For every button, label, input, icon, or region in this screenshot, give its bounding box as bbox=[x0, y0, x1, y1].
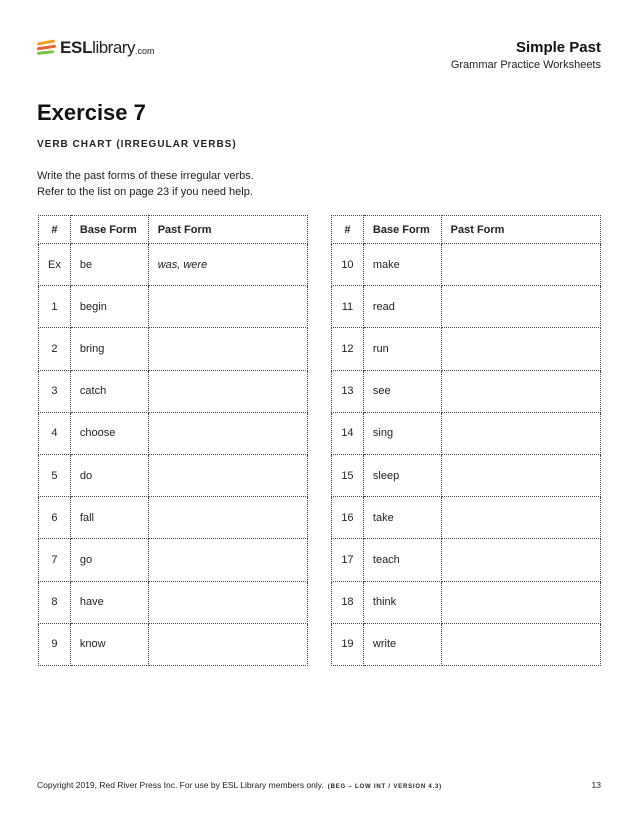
header-past-form: Past Form bbox=[148, 216, 307, 244]
verb-base-form: sing bbox=[363, 412, 441, 454]
table-row bbox=[39, 328, 308, 370]
verb-base-form: run bbox=[363, 328, 441, 370]
verb-number: 12 bbox=[332, 328, 364, 370]
verb-chart-left-body bbox=[39, 244, 308, 666]
table-row bbox=[332, 244, 601, 286]
header-base-form: Base Form bbox=[363, 216, 441, 244]
header-right bbox=[451, 39, 601, 71]
verb-number: 11 bbox=[332, 286, 364, 328]
verb-past-form-answer[interactable] bbox=[441, 581, 600, 623]
verb-number: 18 bbox=[332, 581, 364, 623]
table-header-row bbox=[332, 216, 601, 244]
verb-base-form: read bbox=[363, 286, 441, 328]
verb-chart-right bbox=[331, 215, 601, 666]
table-row bbox=[39, 412, 308, 454]
verb-base-form: see bbox=[363, 370, 441, 412]
verb-base-form: think bbox=[363, 581, 441, 623]
page-number: 13 bbox=[591, 780, 601, 790]
verb-base-form: teach bbox=[363, 539, 441, 581]
copyright-text: Copyright 2019, Red River Press Inc. For use by ESL Library members only. bbox=[37, 780, 324, 790]
table-row bbox=[39, 623, 308, 665]
table-row bbox=[332, 623, 601, 665]
verb-base-form: go bbox=[70, 539, 148, 581]
table-row bbox=[332, 581, 601, 623]
table-row bbox=[332, 328, 601, 370]
verb-chart-right-body bbox=[332, 244, 601, 666]
verb-number: 7 bbox=[39, 539, 71, 581]
verb-number: 3 bbox=[39, 370, 71, 412]
verb-number: Ex bbox=[39, 244, 71, 286]
verb-base-form: take bbox=[363, 497, 441, 539]
verb-base-form: have bbox=[70, 581, 148, 623]
worksheet-title: Simple Past bbox=[515, 39, 601, 56]
verb-number: 2 bbox=[39, 328, 71, 370]
table-header-row bbox=[39, 216, 308, 244]
book-stack-icon bbox=[37, 38, 57, 58]
verb-past-form-answer[interactable] bbox=[441, 328, 600, 370]
verb-base-form: be bbox=[70, 244, 148, 286]
verb-number: 13 bbox=[332, 370, 364, 412]
verb-past-form-answer[interactable] bbox=[148, 581, 307, 623]
verb-past-form-answer[interactable] bbox=[148, 454, 307, 496]
table-row bbox=[332, 370, 601, 412]
verb-base-form: do bbox=[70, 454, 148, 496]
verb-number: 16 bbox=[332, 497, 364, 539]
verb-past-form-answer[interactable] bbox=[441, 497, 600, 539]
verb-number: 6 bbox=[39, 497, 71, 539]
logo-text-esl: ESL bbox=[60, 38, 93, 57]
verb-number: 15 bbox=[332, 454, 364, 496]
version-text: (BEG – LOW INT / VERSION 4.3) bbox=[327, 784, 442, 790]
table-row bbox=[332, 286, 601, 328]
verb-base-form: fall bbox=[70, 497, 148, 539]
table-row bbox=[332, 454, 601, 496]
table-row bbox=[39, 539, 308, 581]
instruction-line: Write the past forms of these irregular verbs. bbox=[37, 170, 254, 182]
verb-past-form-answer[interactable] bbox=[441, 370, 600, 412]
verb-past-form-answer[interactable] bbox=[441, 539, 600, 581]
verb-base-form: begin bbox=[70, 286, 148, 328]
verb-past-form-answer[interactable] bbox=[441, 286, 600, 328]
section-title: VERB CHART (IRREGULAR VERBS) bbox=[37, 139, 237, 150]
verb-past-form-answer[interactable] bbox=[148, 497, 307, 539]
instruction-line: Refer to the list on page 23 if you need help. bbox=[37, 186, 253, 198]
verb-base-form: choose bbox=[70, 412, 148, 454]
verb-chart-left bbox=[38, 215, 308, 666]
verb-base-form: sleep bbox=[363, 454, 441, 496]
verb-past-form-answer[interactable] bbox=[148, 412, 307, 454]
verb-past-form-answer[interactable] bbox=[148, 623, 307, 665]
header-number: # bbox=[332, 216, 364, 244]
verb-past-form-answer[interactable] bbox=[148, 286, 307, 328]
header-base-form: Base Form bbox=[70, 216, 148, 244]
table-row bbox=[39, 454, 308, 496]
instructions bbox=[37, 168, 254, 200]
verb-number: 9 bbox=[39, 623, 71, 665]
table-row bbox=[39, 286, 308, 328]
verb-number: 17 bbox=[332, 539, 364, 581]
verb-past-form-answer[interactable] bbox=[148, 370, 307, 412]
verb-past-form-answer[interactable] bbox=[441, 244, 600, 286]
verb-number: 4 bbox=[39, 412, 71, 454]
verb-base-form: make bbox=[363, 244, 441, 286]
esl-library-logo bbox=[37, 37, 154, 59]
verb-number: 10 bbox=[332, 244, 364, 286]
table-row bbox=[39, 497, 308, 539]
table-row bbox=[332, 412, 601, 454]
verb-past-form-answer: was, were bbox=[148, 244, 307, 286]
table-row bbox=[332, 497, 601, 539]
verb-base-form: write bbox=[363, 623, 441, 665]
verb-past-form-answer[interactable] bbox=[441, 623, 600, 665]
verb-base-form: bring bbox=[70, 328, 148, 370]
verb-past-form-answer[interactable] bbox=[148, 328, 307, 370]
footer bbox=[37, 780, 601, 790]
table-row bbox=[332, 539, 601, 581]
verb-past-form-answer[interactable] bbox=[441, 454, 600, 496]
table-row bbox=[39, 581, 308, 623]
verb-number: 5 bbox=[39, 454, 71, 496]
verb-base-form: catch bbox=[70, 370, 148, 412]
table-row bbox=[39, 244, 308, 286]
verb-past-form-answer[interactable] bbox=[148, 539, 307, 581]
header-past-form: Past Form bbox=[441, 216, 600, 244]
table-row bbox=[39, 370, 308, 412]
worksheet-subtitle: Grammar Practice Worksheets bbox=[450, 59, 601, 71]
verb-number: 1 bbox=[39, 286, 71, 328]
header-number: # bbox=[39, 216, 71, 244]
verb-number: 19 bbox=[332, 623, 364, 665]
logo-text-library: library bbox=[92, 38, 135, 57]
exercise-title: Exercise 7 bbox=[37, 100, 146, 125]
verb-base-form: know bbox=[70, 623, 148, 665]
logo-text-com: .com bbox=[134, 45, 155, 56]
verb-number: 8 bbox=[39, 581, 71, 623]
verb-number: 14 bbox=[332, 412, 364, 454]
verb-past-form-answer[interactable] bbox=[441, 412, 600, 454]
